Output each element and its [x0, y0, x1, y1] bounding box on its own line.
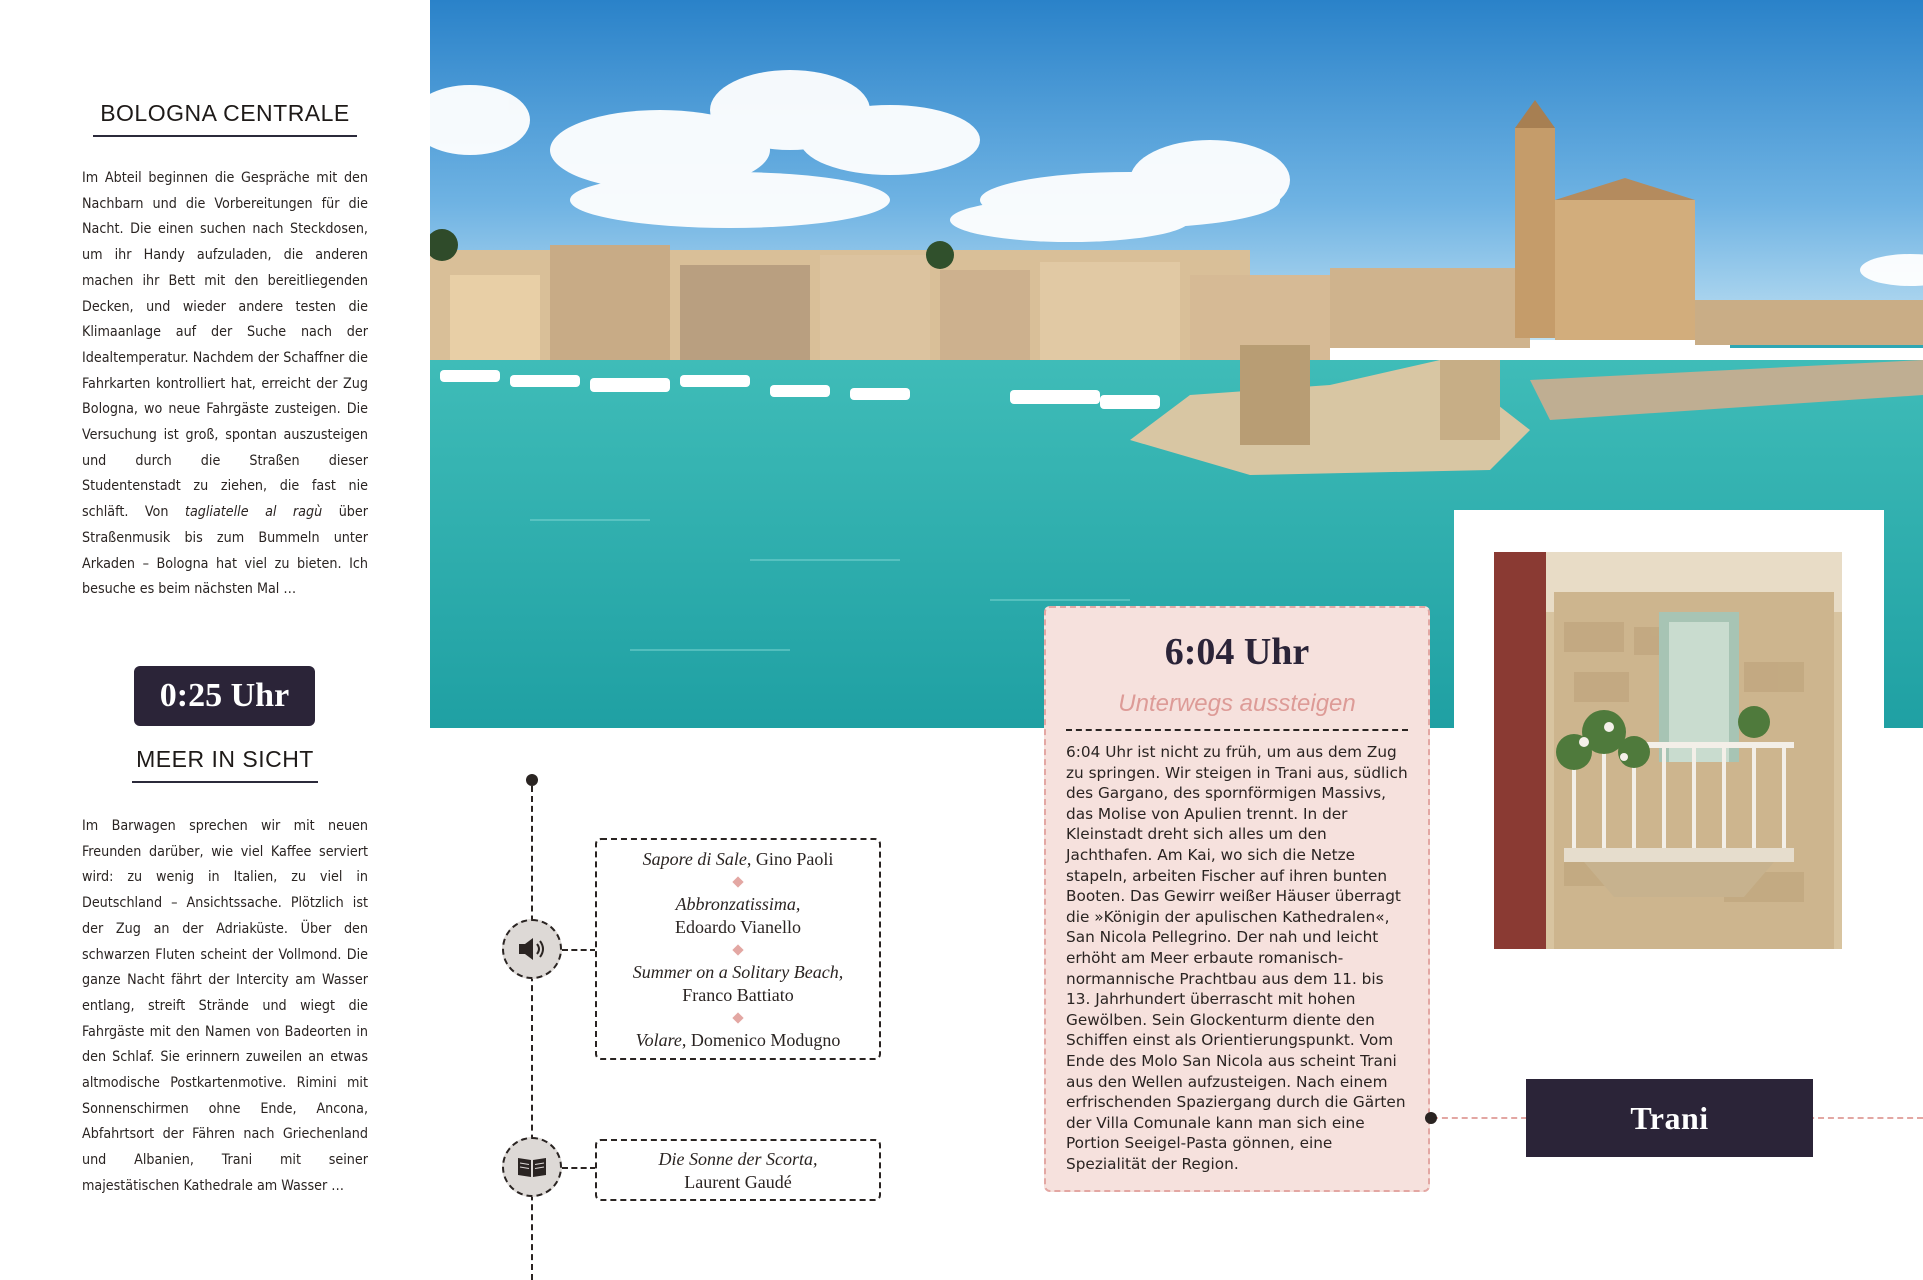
section-heading-meer: MEER IN SICHT — [132, 746, 318, 783]
song-1-title: Sapore di Sale — [642, 849, 747, 869]
bologna-text-part2: über Straßenmusik bis zum Bummeln unter Arkaden – Bologna hat viel zu bieten. Ich besuche es beim nächsten Mal … — [82, 504, 368, 598]
bologna-paragraph — [82, 166, 368, 603]
song-4 — [597, 1029, 879, 1052]
song-2-title: Abbronzatissima, — [675, 894, 801, 914]
book-icon — [516, 1155, 548, 1179]
book-connector — [562, 1167, 596, 1169]
music-box — [595, 838, 881, 1060]
info-paragraph: 6:04 Uhr ist nicht zu früh, um aus dem Zug zu springen. Wir steigen in Trani aus, südlich des Gargano, des spornförmigen Massivs, das Molise von Apulien trennt. In der Kleinstadt dreht sich alles um den Jachthafen. Am Kai, wo sich die Netze stapeln, arbeiten Fischer auf ihren bunten Booten. Das Gewirr weißer Häuser überragt die »Königin der apulischen Kathedralen«, San Nicola Pellegrino. Der nah und leicht erhöht am Meer erbaute romanisch-normannische Prachtbau aus dem 11. bis 13. Jahrhundert überrascht mit hohen Gewölben. Sein Glockenturm diente den Schiffen einst als Orientierungspunkt. Vom Ende des Molo San Nicola aus scheint Trani aus den Wellen aufzusteigen. Nach einem erfrischenden Spaziergang durch die Gärten der Villa Comunale kann man sich eine Portion Seeigel-Pasta gönnen, eine Spezialität der Region. — [1066, 743, 1408, 1173]
info-time: 6:04 Uhr — [1164, 631, 1310, 673]
info-divider — [1066, 729, 1408, 731]
trani-connector-dot — [1425, 1112, 1437, 1124]
book-entry — [597, 1148, 879, 1194]
balcony-illustration — [1494, 552, 1842, 949]
song-3-artist: Franco Battiato — [682, 985, 794, 1005]
book-title: Die Sonne der Scorta, — [658, 1149, 818, 1169]
bologna-text-part1: Im Abteil beginnen die Gespräche mit den Nachbarn und die Vorbereitungen für die Nacht. Die einen suchen nach Steckdosen, um ihr Handy aufzuladen, die anderen machen ihr Bett mit den bereitliegenden Decken, und wieder andere testen die Klimaanlage auf der Suche nach der Idealtemperatur. Nachdem der Schaffner die Fahrkarten kontrolliert hat, erreicht der Zug Bologna, wo neue Fahrgäste zusteigen. Die Versuchung ist groß, spontan auszusteigen und durch die Straßen dieser Studentenstadt zu ziehen, die fast nie schläft. Von — [82, 170, 368, 521]
speaker-icon — [517, 936, 547, 962]
song-1-artist: , Gino Paoli — [746, 849, 834, 869]
place-label-trani: Trani — [1526, 1079, 1813, 1157]
book-icon-badge — [502, 1137, 562, 1197]
song-2 — [597, 893, 879, 939]
bologna-text-italic: tagliatelle al ragù — [184, 504, 323, 521]
time-badge-0025: 0:25 Uhr — [134, 666, 315, 726]
book-author: Laurent Gaudé — [684, 1172, 792, 1192]
song-2-artist: Edoardo Vianello — [674, 917, 802, 937]
section-meer — [82, 746, 368, 1200]
song-3 — [597, 961, 879, 1007]
book-box — [595, 1139, 881, 1201]
balcony-photo — [1494, 552, 1842, 949]
section-heading-bologna: BOLOGNA CENTRALE — [93, 100, 357, 137]
song-3-title: Summer on a Solitary Beach, — [632, 962, 844, 982]
song-separator — [732, 876, 743, 887]
song-4-title: Volare — [635, 1030, 682, 1050]
info-subtitle: Unterwegs aussteigen — [1118, 690, 1356, 717]
meer-paragraph: Im Barwagen sprechen wir mit neuen Freunden darüber, wie viel Kaffee serviert wird: zu wenig in Italien, zu viel in Deutschland – Ansichtssache. Plötzlich ist der Zug an der Adriaküste. Über den schwarzen Fluten scheint der Vollmond. Die ganze Nacht fährt der Intercity am Wasser entlang, streift Strände und wiegt die Fahrgäste mit den Namen von Badeorten in den Schlaf. Sie erinnern zuweilen an etwas altmodische Postkartenmotive. Rimini mit Sonnenschirmen ohne Ende, Ancona, Abfahrtsort der Fähren nach Griechenland und Albanien, Trani mit seiner majestätischen Kathedrale am Wasser … — [82, 818, 368, 1194]
song-separator — [732, 1012, 743, 1023]
timeline-line — [531, 786, 533, 1280]
timeline-start-dot — [526, 774, 538, 786]
trani-info-box — [1044, 606, 1430, 1192]
song-separator — [732, 944, 743, 955]
speaker-icon-badge — [502, 919, 562, 979]
song-4-artist: , Domenico Modugno — [681, 1030, 841, 1050]
music-connector — [562, 949, 596, 951]
song-1 — [597, 848, 879, 871]
section-bologna — [82, 100, 368, 603]
